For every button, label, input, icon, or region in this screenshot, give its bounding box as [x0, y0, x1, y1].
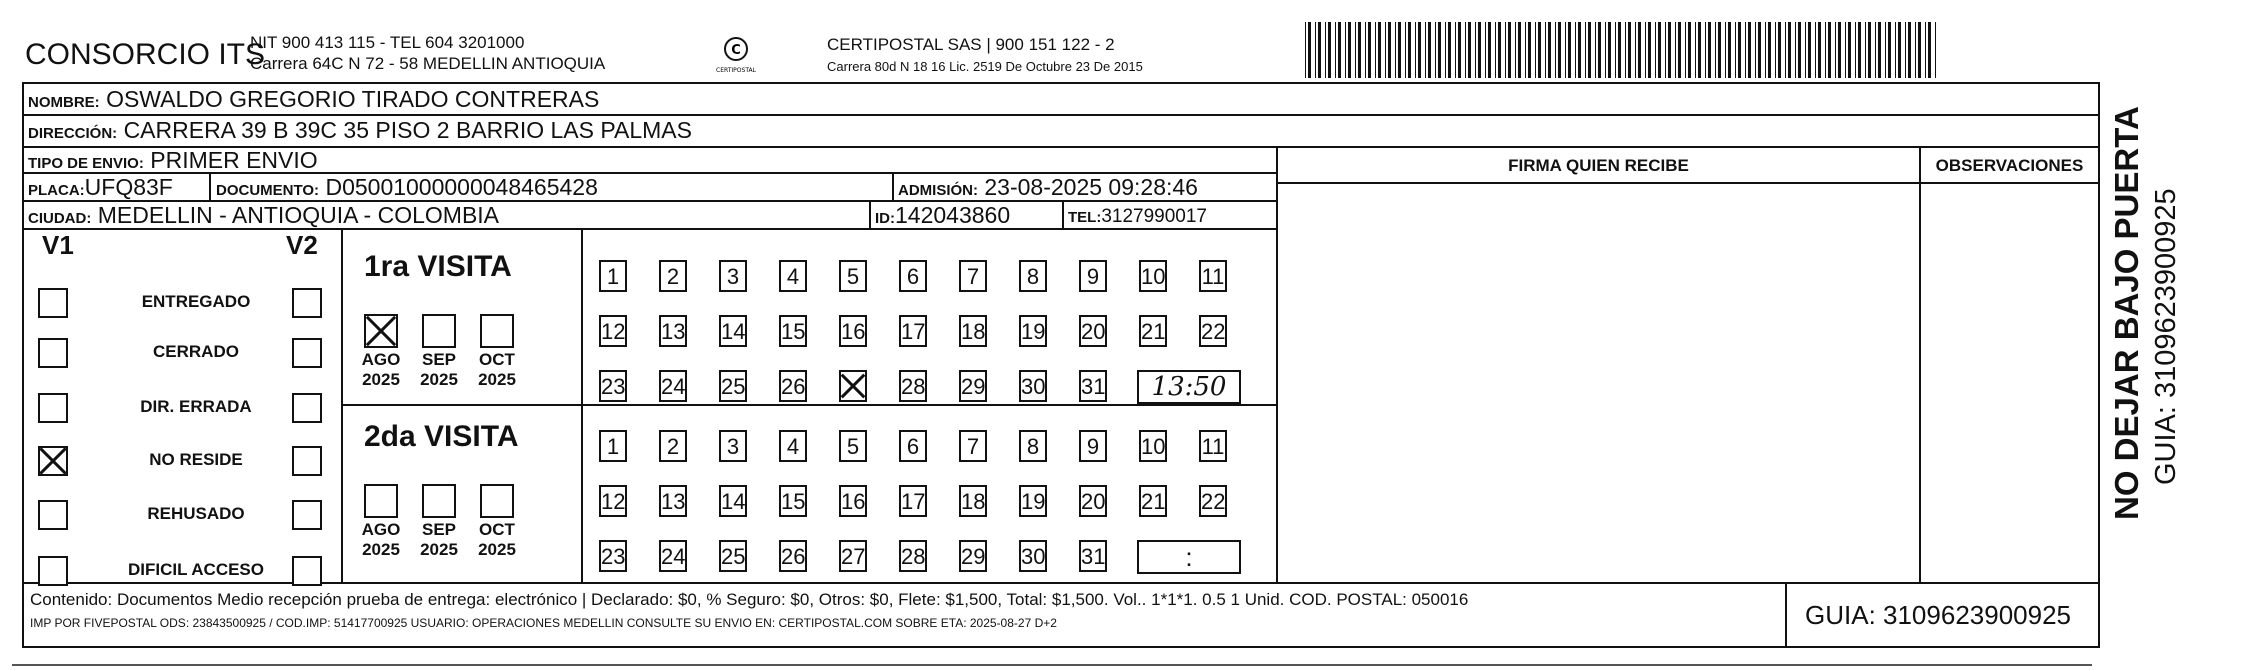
- barcode-bar: [1528, 22, 1531, 78]
- day-box[interactable]: 13: [659, 485, 687, 517]
- barcode-bar: [1908, 22, 1911, 78]
- barcode-bar: [1705, 22, 1706, 78]
- day-box[interactable]: 5: [839, 260, 867, 292]
- side-warning: NO DEJAR BAJO PUERTA: [2108, 106, 2145, 520]
- barcode-bar: [1605, 22, 1606, 78]
- day-box[interactable]: 7: [959, 260, 987, 292]
- status-label: CERRADO: [153, 342, 239, 361]
- barcode-bar: [1828, 22, 1831, 78]
- tel-field: TEL:3127990017: [1068, 206, 1207, 227]
- day-box[interactable]: 27: [839, 540, 867, 572]
- shipment-form: [22, 82, 2100, 648]
- day-box[interactable]: 7: [959, 430, 987, 462]
- admision-value: 23-08-2025 09:28:46: [984, 174, 1198, 200]
- day-box[interactable]: 8: [1019, 260, 1047, 292]
- day-box[interactable]: 21: [1139, 485, 1167, 517]
- barcode-bar: [1688, 22, 1691, 78]
- barcode-bar: [1835, 22, 1836, 78]
- certipostal-info: [827, 34, 1143, 78]
- barcode-bar: [1335, 22, 1336, 78]
- barcode-bar: [1485, 22, 1486, 78]
- barcode-bar: [1418, 22, 1421, 78]
- barcode-bar: [1845, 22, 1846, 78]
- barcode-bar: [1598, 22, 1601, 78]
- barcode-bar: [1625, 22, 1626, 78]
- nit-line: NIT 900 413 115 - TEL 604 3201000: [250, 33, 525, 52]
- day-box[interactable]: 4: [779, 430, 807, 462]
- barcode-bar: [1655, 22, 1656, 78]
- v1-header: V1: [42, 230, 74, 260]
- visit-time[interactable]: :: [1137, 540, 1241, 574]
- admision-field: ADMISIÓN: 23-08-2025 09:28:46: [898, 174, 1198, 200]
- barcode-bar: [1798, 22, 1801, 78]
- barcode: [1305, 22, 1945, 78]
- barcode-bar: [1435, 22, 1436, 78]
- barcode-bar: [1715, 22, 1716, 78]
- svg-text:C: C: [731, 43, 741, 58]
- barcode-bar: [1695, 22, 1696, 78]
- barcode-bar: [1885, 22, 1886, 78]
- barcode-bar: [1785, 22, 1786, 78]
- barcode-bar: [1685, 22, 1686, 78]
- day-box[interactable]: 14: [719, 485, 747, 517]
- barcode-bar: [1808, 22, 1811, 78]
- barcode-bar: [1458, 22, 1461, 78]
- v1-checkbox[interactable]: [38, 393, 68, 423]
- barcode-bar: [1778, 22, 1781, 78]
- day-box[interactable]: 2: [659, 430, 687, 462]
- v1-checkbox[interactable]: [38, 500, 68, 530]
- barcode-bar: [1888, 22, 1891, 78]
- direccion-field: DIRECCIÓN: CARRERA 39 B 39C 35 PISO 2 BARRIO LAS PALMAS: [28, 117, 692, 143]
- barcode-bar: [1405, 22, 1406, 78]
- day-box[interactable]: 11: [1199, 260, 1227, 292]
- company-name: CONSORCIO ITS: [25, 38, 266, 71]
- barcode-bar: [1495, 22, 1496, 78]
- month-label: OCT 2025: [478, 350, 516, 389]
- v2-checkbox[interactable]: [292, 338, 322, 368]
- barcode-bar: [1385, 22, 1386, 78]
- barcode-bar: [1775, 22, 1776, 78]
- barcode-bar: [1548, 22, 1551, 78]
- barcode-bar: [1925, 22, 1926, 78]
- barcode-bar: [1708, 22, 1711, 78]
- barcode-bar: [1608, 22, 1611, 78]
- barcode-bar: [1515, 22, 1516, 78]
- barcode-bar: [1735, 22, 1736, 78]
- barcode-bar: [1365, 22, 1366, 78]
- barcode-bar: [1315, 22, 1316, 78]
- day-box[interactable]: 23: [599, 370, 627, 402]
- barcode-bar: [1325, 22, 1326, 78]
- day-box[interactable]: 22: [1199, 315, 1227, 347]
- barcode-bar: [1718, 22, 1721, 78]
- barcode-bar: [1795, 22, 1796, 78]
- day-box[interactable]: 3: [719, 260, 747, 292]
- nombre-field: NOMBRE: OSWALDO GREGORIO TIRADO CONTRERAS: [28, 86, 600, 112]
- day-box[interactable]: 12: [599, 315, 627, 347]
- barcode-bar: [1915, 22, 1916, 78]
- barcode-bar: [1805, 22, 1806, 78]
- barcode-bar: [1768, 22, 1771, 78]
- barcode-bar: [1878, 22, 1881, 78]
- documento-field: DOCUMENTO: D05001000000048465428: [216, 174, 598, 200]
- v2-checkbox[interactable]: [292, 288, 322, 318]
- v2-checkbox[interactable]: [292, 500, 322, 530]
- status-label: REHUSADO: [147, 504, 245, 523]
- day-box[interactable]: 26: [779, 540, 807, 572]
- barcode-bar: [1918, 22, 1921, 78]
- tipo-envio-field: TIPO DE ENVIO: PRIMER ENVIO: [28, 147, 318, 173]
- barcode-bar: [1675, 22, 1676, 78]
- day-box[interactable]: 10: [1139, 430, 1167, 462]
- day-box[interactable]: 18: [959, 315, 987, 347]
- barcode-bar: [1745, 22, 1746, 78]
- barcode-bar: [1445, 22, 1446, 78]
- day-box[interactable]: 9: [1079, 260, 1107, 292]
- barcode-bar: [1645, 22, 1646, 78]
- day-box[interactable]: 16: [839, 485, 867, 517]
- barcode-bar: [1568, 22, 1571, 78]
- barcode-bar: [1555, 22, 1556, 78]
- barcode-bar: [1668, 22, 1671, 78]
- visit-1-title: 1ra VISITA: [364, 250, 512, 283]
- day-box[interactable]: 19: [1019, 485, 1047, 517]
- month-checkbox[interactable]: [480, 314, 514, 348]
- barcode-bar: [1398, 22, 1401, 78]
- barcode-bar: [1628, 22, 1631, 78]
- barcode-bar: [1638, 22, 1641, 78]
- day-box[interactable]: 28: [899, 540, 927, 572]
- barcode-bar: [1725, 22, 1726, 78]
- barcode-bar: [1368, 22, 1371, 78]
- observaciones-area[interactable]: [1921, 184, 2097, 580]
- month-checkbox[interactable]: [364, 484, 398, 518]
- barcode-bar: [1428, 22, 1431, 78]
- firma-area[interactable]: [1278, 184, 1918, 580]
- barcode-bar: [1728, 22, 1731, 78]
- barcode-bar: [1748, 22, 1751, 78]
- barcode-bar: [1588, 22, 1591, 78]
- barcode-bar: [1345, 22, 1346, 78]
- day-box[interactable]: 1: [599, 430, 627, 462]
- barcode-bar: [1425, 22, 1426, 78]
- barcode-bar: [1875, 22, 1876, 78]
- barcode-bar: [1765, 22, 1766, 78]
- barcode-bar: [1618, 22, 1621, 78]
- barcode-bar: [1408, 22, 1411, 78]
- logo-text: CERTIPOSTAL: [716, 67, 756, 74]
- day-box[interactable]: 15: [779, 485, 807, 517]
- day-box[interactable]: 15: [779, 315, 807, 347]
- day-box[interactable]: 30: [1019, 540, 1047, 572]
- day-box[interactable]: 20: [1079, 485, 1107, 517]
- status-label: ENTREGADO: [141, 292, 251, 311]
- barcode-bar: [1818, 22, 1821, 78]
- barcode-bar: [1478, 22, 1481, 78]
- barcode-bar: [1898, 22, 1901, 78]
- day-box[interactable]: 4: [779, 260, 807, 292]
- barcode-bar: [1905, 22, 1906, 78]
- barcode-bar: [1305, 22, 1306, 78]
- firma-header: FIRMA QUIEN RECIBE: [1508, 156, 1689, 175]
- barcode-bar: [1375, 22, 1376, 78]
- barcode-bar: [1855, 22, 1856, 78]
- v2-checkbox[interactable]: [292, 393, 322, 423]
- barcode-bar: [1635, 22, 1636, 78]
- barcode-bar: [1505, 22, 1506, 78]
- barcode-bar: [1468, 22, 1471, 78]
- footer-guia-box: [1785, 582, 2102, 648]
- barcode-bar: [1595, 22, 1596, 78]
- month-checkbox[interactable]: [422, 484, 456, 518]
- day-box[interactable]: 14: [719, 315, 747, 347]
- barcode-bar: [1615, 22, 1616, 78]
- v2-checkbox[interactable]: [292, 556, 322, 586]
- visit-time[interactable]: 13:50: [1137, 370, 1241, 404]
- v1-checkbox[interactable]: [38, 288, 68, 318]
- barcode-bar: [1848, 22, 1851, 78]
- barcode-bar: [1825, 22, 1826, 78]
- footer-contenido: Contenido: Documentos Medio recepción prueba de entrega: electrónico | Declarado: $0, % Seguro: $0, Otros: $0, Flete: $1,500, Total: $1,500. Vol.. 1*1*1. 0.5 1 Unid. COD. POSTAL: 050016: [30, 590, 1469, 609]
- tel-value: 3127990017: [1101, 206, 1207, 227]
- nombre-value: OSWALDO GREGORIO TIRADO CONTRERAS: [106, 86, 600, 112]
- day-box[interactable]: 10: [1139, 260, 1167, 292]
- barcode-bar: [1928, 22, 1931, 78]
- month-label: AGO 2025: [361, 520, 401, 559]
- barcode-bar: [1738, 22, 1741, 78]
- barcode-bar: [1935, 22, 1936, 78]
- barcode-bar: [1455, 22, 1456, 78]
- month-label: OCT 2025: [478, 520, 516, 559]
- barcode-bar: [1758, 22, 1761, 78]
- ciudad-value: MEDELLIN - ANTIOQUIA - COLOMBIA: [97, 202, 500, 228]
- barcode-bar: [1475, 22, 1476, 78]
- barcode-bar: [1665, 22, 1666, 78]
- month-checkbox[interactable]: [422, 314, 456, 348]
- day-box[interactable]: 19: [1019, 315, 1047, 347]
- barcode-bar: [1838, 22, 1841, 78]
- barcode-bar: [1498, 22, 1501, 78]
- status-label: DIFICIL ACCESO: [127, 560, 264, 579]
- barcode-bar: [1308, 22, 1311, 78]
- day-box[interactable]: 25: [719, 370, 747, 402]
- barcode-bar: [1328, 22, 1331, 78]
- day-box[interactable]: 29: [959, 540, 987, 572]
- barcode-bar: [1578, 22, 1581, 78]
- id-field: ID:142043860: [875, 202, 1011, 228]
- day-box[interactable]: 25: [719, 540, 747, 572]
- v2-header: V2: [286, 230, 318, 260]
- day-box[interactable]: 9: [1079, 430, 1107, 462]
- day-box[interactable]: 21: [1139, 315, 1167, 347]
- barcode-bar: [1755, 22, 1756, 78]
- bottom-rule: [12, 664, 2092, 666]
- day-box[interactable]: 31: [1079, 370, 1107, 402]
- day-box[interactable]: 6: [899, 430, 927, 462]
- day-box[interactable]: 12: [599, 485, 627, 517]
- observaciones-header: OBSERVACIONES: [1935, 156, 2084, 175]
- day-box[interactable]: 17: [899, 315, 927, 347]
- side-guia: GUIA: 3109623900925: [2150, 188, 2182, 485]
- v2-checkbox[interactable]: [292, 446, 322, 476]
- barcode-bar: [1518, 22, 1521, 78]
- certipostal-license: Carrera 80d N 18 16 Lic. 2519 De Octubre 23 De 2015: [827, 59, 1143, 74]
- day-box[interactable]: [839, 370, 867, 402]
- certipostal-name: CERTIPOSTAL SAS | 900 151 122 - 2: [827, 35, 1115, 54]
- v1-checkbox[interactable]: [38, 338, 68, 368]
- day-box[interactable]: 16: [839, 315, 867, 347]
- barcode-bar: [1415, 22, 1416, 78]
- barcode-bar: [1585, 22, 1586, 78]
- day-box[interactable]: 28: [899, 370, 927, 402]
- barcode-bar: [1788, 22, 1791, 78]
- placa-value: UFQ83F: [84, 174, 173, 200]
- barcode-bar: [1525, 22, 1526, 78]
- barcode-bar: [1318, 22, 1321, 78]
- day-box[interactable]: 13: [659, 315, 687, 347]
- day-box[interactable]: 2: [659, 260, 687, 292]
- barcode-bar: [1508, 22, 1511, 78]
- month-label: AGO 2025: [361, 350, 401, 389]
- day-box[interactable]: 5: [839, 430, 867, 462]
- documento-value: D05001000000048465428: [325, 174, 598, 200]
- status-label: DIR. ERRADA: [140, 397, 252, 416]
- month-checkbox[interactable]: [480, 484, 514, 518]
- day-box[interactable]: 24: [659, 540, 687, 572]
- day-box[interactable]: 8: [1019, 430, 1047, 462]
- day-box[interactable]: 29: [959, 370, 987, 402]
- day-box[interactable]: 31: [1079, 540, 1107, 572]
- barcode-bar: [1378, 22, 1381, 78]
- barcode-bar: [1698, 22, 1701, 78]
- footer-guia: GUIA: 3109623900925: [1805, 600, 2071, 630]
- barcode-bar: [1535, 22, 1536, 78]
- barcode-bar: [1815, 22, 1816, 78]
- barcode-bar: [1658, 22, 1661, 78]
- barcode-bar: [1678, 22, 1681, 78]
- day-box[interactable]: 18: [959, 485, 987, 517]
- v1-checkbox[interactable]: [38, 556, 68, 586]
- barcode-bar: [1865, 22, 1866, 78]
- day-box[interactable]: 6: [899, 260, 927, 292]
- barcode-bar: [1895, 22, 1896, 78]
- barcode-bar: [1538, 22, 1541, 78]
- barcode-bar: [1565, 22, 1566, 78]
- barcode-bar: [1358, 22, 1361, 78]
- barcode-bar: [1558, 22, 1561, 78]
- barcode-bar: [1545, 22, 1546, 78]
- day-box[interactable]: 17: [899, 485, 927, 517]
- day-box[interactable]: 30: [1019, 370, 1047, 402]
- certipostal-logo: [712, 34, 760, 78]
- visit-2-title: 2da VISITA: [364, 420, 519, 453]
- barcode-bar: [1465, 22, 1466, 78]
- day-box[interactable]: 20: [1079, 315, 1107, 347]
- address-line: Carrera 64C N 72 - 58 MEDELLIN ANTIOQUIA: [250, 54, 606, 73]
- barcode-bar: [1348, 22, 1351, 78]
- day-box[interactable]: 1: [599, 260, 627, 292]
- day-box[interactable]: 22: [1199, 485, 1227, 517]
- tipo-envio-value: PRIMER ENVIO: [150, 147, 318, 173]
- barcode-bar: [1488, 22, 1491, 78]
- barcode-bar: [1355, 22, 1356, 78]
- ciudad-field: CIUDAD: MEDELLIN - ANTIOQUIA - COLOMBIA: [28, 202, 500, 228]
- barcode-bar: [1438, 22, 1441, 78]
- day-box[interactable]: 26: [779, 370, 807, 402]
- status-label: NO RESIDE: [149, 450, 243, 469]
- id-value: 142043860: [895, 202, 1011, 228]
- barcode-bar: [1858, 22, 1861, 78]
- placa-field: PLACA:UFQ83F: [28, 174, 173, 200]
- day-box[interactable]: 3: [719, 430, 747, 462]
- day-box[interactable]: 23: [599, 540, 627, 572]
- month-label: SEP 2025: [420, 520, 458, 559]
- day-box[interactable]: 24: [659, 370, 687, 402]
- barcode-bar: [1648, 22, 1651, 78]
- day-box[interactable]: 11: [1199, 430, 1227, 462]
- barcode-bar: [1388, 22, 1391, 78]
- month-checkbox[interactable]: [364, 314, 398, 348]
- v1-checkbox[interactable]: [38, 446, 68, 476]
- barcode-bar: [1575, 22, 1576, 78]
- direccion-value: CARRERA 39 B 39C 35 PISO 2 BARRIO LAS PALMAS: [123, 117, 692, 143]
- month-label: SEP 2025: [420, 350, 458, 389]
- barcode-bar: [1868, 22, 1871, 78]
- barcode-bar: [1448, 22, 1451, 78]
- company-info: [250, 32, 605, 74]
- barcode-bar: [1338, 22, 1341, 78]
- barcode-bar: [1395, 22, 1396, 78]
- footer-impresion: IMP POR FIVEPOSTAL ODS: 23843500925 / COD.IMP: 51417700925 USUARIO: OPERACIONES MEDELLIN CONSULTE SU ENVIO EN: CERTIPOSTAL.COM SOBRE ETA: 2025-08-27 D+2: [30, 616, 1057, 630]
